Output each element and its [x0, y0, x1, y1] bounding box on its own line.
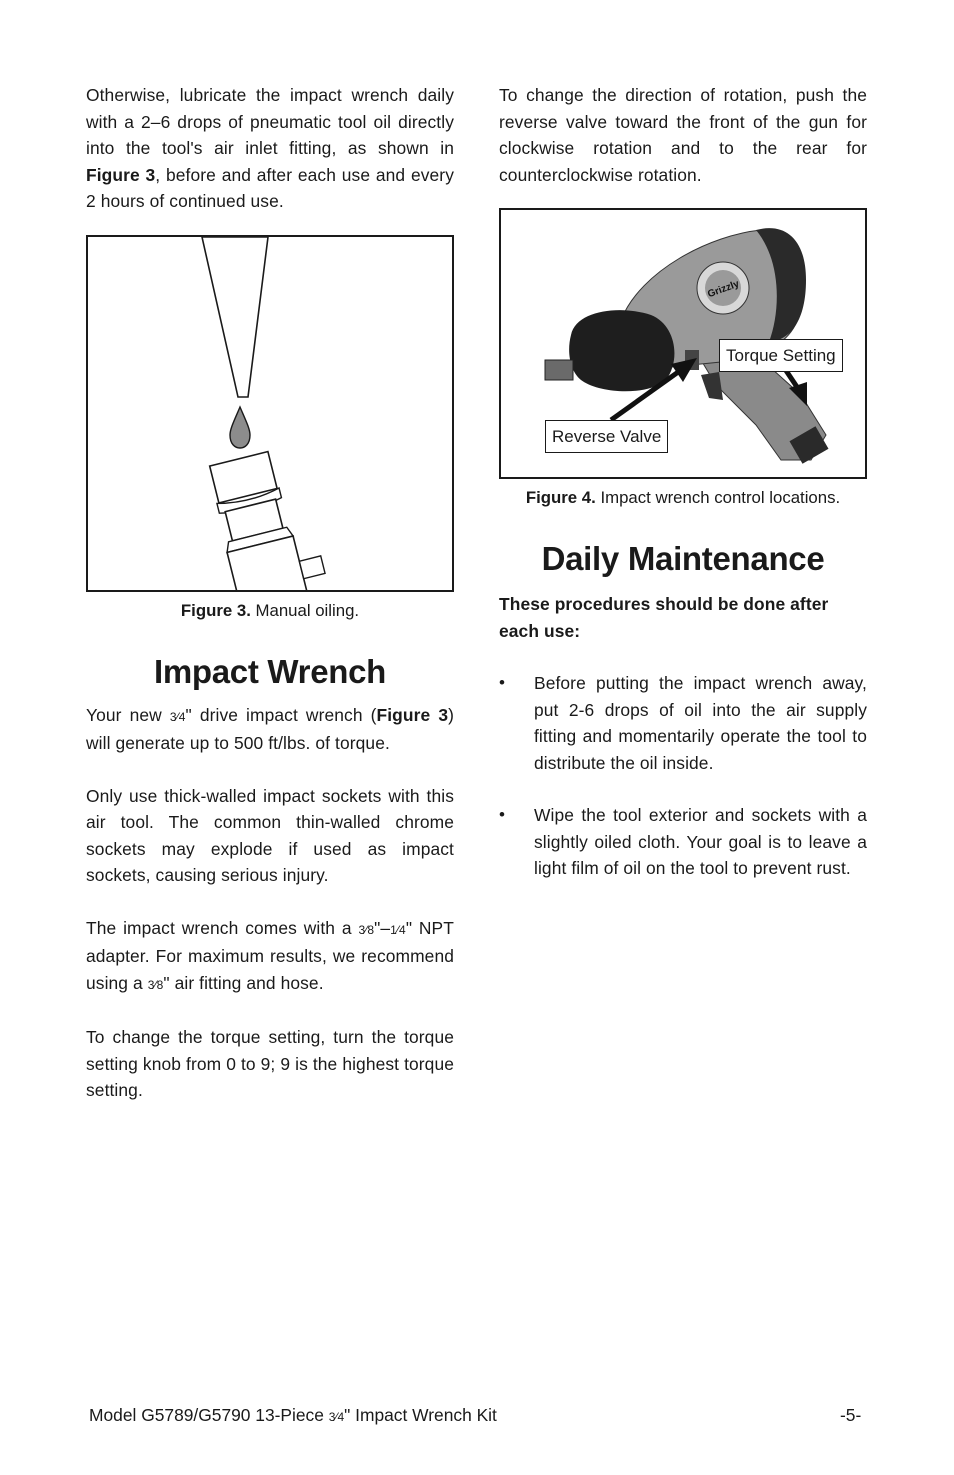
fraction-three-eighths: 3⁄8: [147, 977, 164, 992]
bullet-symbol: •: [499, 673, 505, 692]
impact-wrench-paragraph-3: [86, 915, 454, 999]
p3-text-4: " air fitting and hose.: [163, 972, 324, 993]
p1-text-3: ) will generate up to 500 ft/lbs. of torque.: [86, 704, 454, 753]
figure-4-label: Figure 4.: [525, 488, 596, 507]
fraction-three-eighths: 3⁄8: [358, 922, 375, 937]
figure-4-caption: [499, 487, 867, 509]
left-column: [86, 82, 454, 1104]
page-number: -5-: [840, 1405, 862, 1425]
figure-3-frame: [86, 235, 454, 592]
lubrication-text-2: , before and after each use and every 2 hours of continued use.: [86, 164, 454, 211]
figure-3-caption-text: Manual oiling.: [250, 600, 360, 620]
rotation-direction-paragraph: To change the direction of rotation, push the reverse valve toward the front of the gun for clockwise rotation and to the rear for counterclockwise rotation.: [499, 85, 867, 185]
torque-setting-callout: Torque Setting: [719, 339, 843, 372]
reverse-valve-callout: Reverse Valve: [545, 420, 668, 453]
impact-wrench-heading: Impact Wrench: [153, 652, 387, 690]
fraction-three-quarters: 3⁄4: [169, 709, 186, 724]
impact-wrench-paragraph-4: To change the torque setting, turn the torque setting knob from 0 to 9; 9 is the highest torque setting.: [86, 1027, 454, 1100]
daily-maintenance-heading: Daily Maintenance: [541, 540, 825, 577]
p1-text-1: Your new: [86, 704, 170, 725]
manual-oiling-illustration: [88, 237, 452, 590]
figure-3-reference: Figure 3: [86, 164, 156, 185]
footer-model-prefix: Model G5789/G5790 13-Piece: [89, 1405, 329, 1425]
right-column: [499, 82, 867, 882]
maintenance-bullet-1: [499, 670, 867, 776]
impact-wrench-paragraph-2: Only use thick-walled impact sockets with this air tool. The common thin-walled chrome sockets may explode if used as impact sockets, causing serious injury.: [86, 785, 454, 885]
figure-4-caption-text: Impact wrench control locations.: [595, 488, 841, 507]
figure-3-caption: [86, 600, 454, 622]
figure-3-reference: Figure 3: [376, 704, 449, 725]
figure-3-label: Figure 3.: [180, 600, 251, 620]
maintenance-bullet-2: [499, 802, 867, 882]
footer-model-line: [89, 1403, 497, 1429]
p1-text-2: " drive impact wrench (: [185, 704, 377, 725]
daily-maintenance-subheading: These procedures should be done after each use:: [499, 594, 829, 641]
maintenance-bullet-1-text: Before putting the impact wrench away, put 2-6 drops of oil into the air supply fitting and momentarily operate the tool to distribute the oil inside.: [534, 673, 867, 773]
footer-model-suffix: " Impact Wrench Kit: [344, 1405, 497, 1425]
air-inlet-fitting: [206, 445, 329, 590]
brand-logo-text: Grizzly: [706, 278, 741, 301]
lubrication-text-1: Otherwise, lubricate the impact wrench daily with a 2–6 drops of pneumatic tool oil directly into the tool's air inlet fitting, as shown in: [86, 85, 454, 158]
p3-text-3: " NPT adapter. For maximum results, we recommend using a: [86, 917, 454, 993]
anvil: [545, 360, 573, 380]
p3-text-1: The impact wrench comes with a: [86, 917, 359, 938]
p3-text-2: "–: [374, 917, 391, 938]
figure-4-frame: [499, 208, 867, 479]
oil-drop: [230, 407, 250, 448]
impact-wrench-paragraph-1: [86, 702, 454, 757]
bullet-symbol: •: [499, 805, 505, 824]
fraction-one-quarter: 1⁄4: [390, 922, 406, 937]
fraction-three-quarters: 3⁄4: [328, 1410, 345, 1424]
lubrication-paragraph: [86, 82, 454, 215]
nose-boot: [569, 310, 674, 391]
oil-spout: [202, 237, 268, 397]
maintenance-bullet-2-text: Wipe the tool exterior and sockets with a slightly oiled cloth. Your goal is to leave a light film of oil on the tool to prevent rust.: [534, 805, 867, 878]
